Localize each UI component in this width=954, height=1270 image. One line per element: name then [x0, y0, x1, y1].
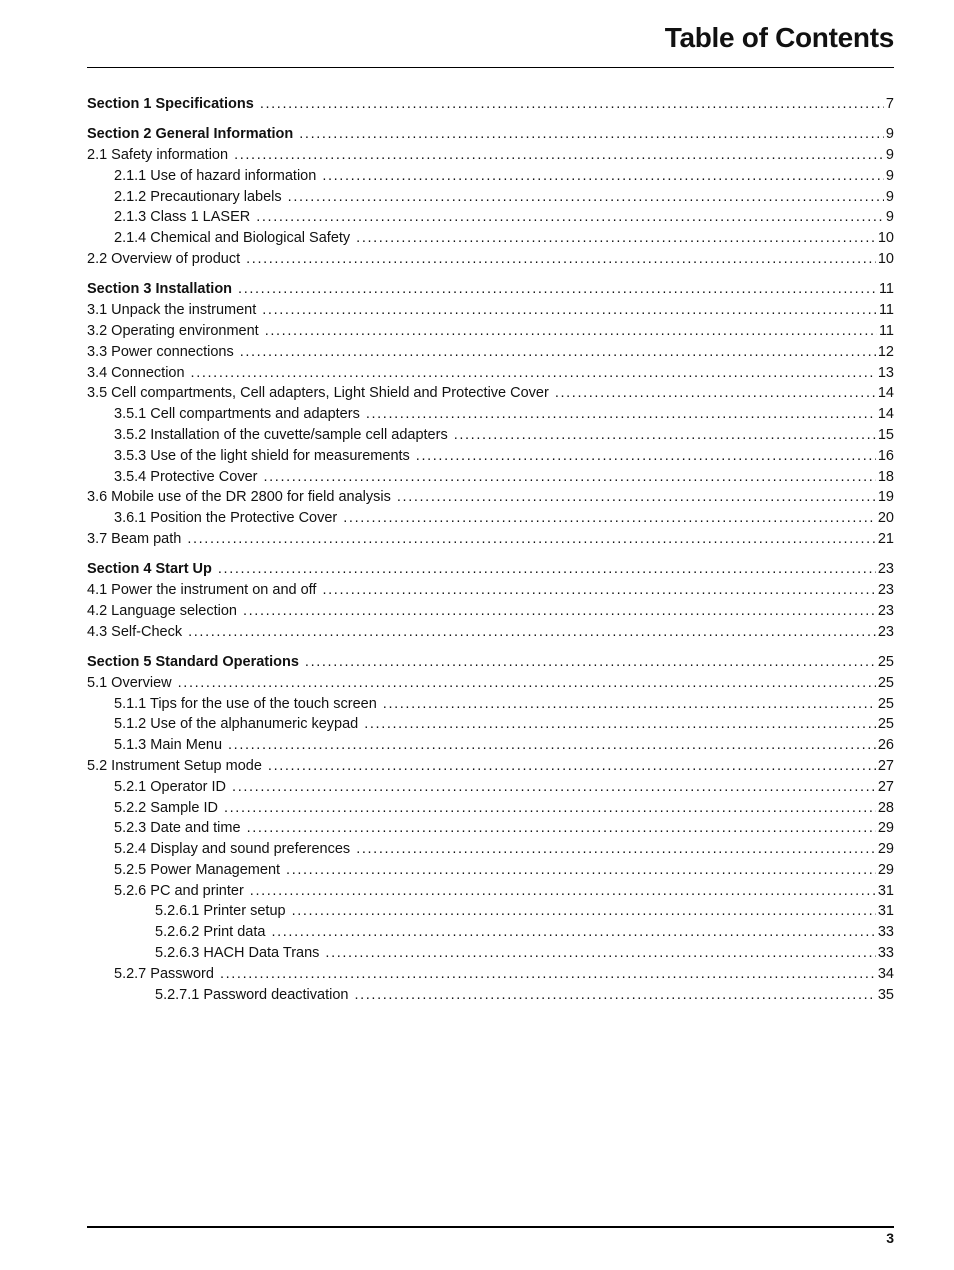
toc-entry-page: 31	[877, 903, 894, 920]
toc-entry[interactable]	[87, 922, 894, 943]
toc-entry-label: 3.5.1 Cell compartments and adapters	[114, 406, 360, 423]
toc-entry-page: 20	[877, 510, 894, 527]
dot-leader	[234, 145, 884, 166]
header-divider	[87, 67, 894, 68]
toc-entry-page: 27	[877, 778, 894, 795]
toc-entry-page: 9	[885, 167, 894, 184]
toc-entry[interactable]	[87, 467, 894, 488]
toc-entry[interactable]	[87, 985, 894, 1006]
footer-divider	[87, 1226, 894, 1228]
dot-leader	[260, 94, 884, 115]
toc-entry[interactable]	[87, 529, 894, 550]
toc-entry[interactable]	[87, 249, 894, 270]
toc-entry-label: 5.2.1 Operator ID	[114, 778, 227, 795]
toc-entry[interactable]	[87, 714, 894, 735]
toc-entry-page: 34	[877, 965, 894, 982]
toc-entry-page: 9	[885, 188, 894, 205]
toc-entry[interactable]	[87, 187, 894, 208]
dot-leader	[250, 881, 876, 902]
toc-entry-page: 25	[877, 674, 894, 691]
dot-leader	[268, 756, 876, 777]
toc-entry-label: 5.1 Overview	[87, 674, 172, 691]
toc-section-entry[interactable]	[87, 124, 894, 145]
toc-entry-page: 23	[877, 602, 894, 619]
toc-entry-label: 2.1.1 Use of hazard information	[114, 167, 317, 184]
toc-entry-label: 5.2.5 Power Management	[114, 861, 281, 878]
dot-leader	[356, 839, 876, 860]
toc-entry[interactable]	[87, 756, 894, 777]
toc-entry-label: 2.1.3 Class 1 LASER	[114, 209, 251, 226]
toc-entry-page: 29	[877, 820, 894, 837]
toc-entry[interactable]	[87, 580, 894, 601]
toc-entry[interactable]	[87, 383, 894, 404]
dot-leader	[454, 425, 876, 446]
toc-entry-page: 9	[885, 126, 894, 143]
toc-entry-label: 5.2.6.1 Printer setup	[155, 903, 286, 920]
toc-entry[interactable]	[87, 425, 894, 446]
toc-entry[interactable]	[87, 321, 894, 342]
toc-entry-page: 23	[877, 623, 894, 640]
toc-entry-page: 23	[877, 561, 894, 578]
dot-leader	[224, 798, 876, 819]
toc-entry-label: 2.1.2 Precautionary labels	[114, 188, 282, 205]
toc-entry[interactable]	[87, 839, 894, 860]
toc-entry-label: 5.2.2 Sample ID	[114, 799, 218, 816]
dot-leader	[187, 529, 876, 550]
dot-leader	[262, 300, 877, 321]
toc-entry[interactable]	[87, 487, 894, 508]
toc-entry-page: 35	[877, 986, 894, 1003]
toc-entry-label: 3.6 Mobile use of the DR 2800 for field analysis	[87, 489, 391, 506]
toc-entry-page: 27	[877, 757, 894, 774]
toc-entry-label: 3.3 Power connections	[87, 343, 234, 360]
toc-entry-label: Section 1 Specifications	[87, 96, 254, 112]
toc-entry-page: 29	[877, 841, 894, 858]
toc-entry-page: 11	[878, 302, 894, 319]
dot-leader	[228, 735, 876, 756]
dot-leader	[354, 985, 875, 1006]
toc-entry-page: 33	[877, 945, 894, 962]
toc-entry-page: 9	[885, 209, 894, 226]
toc-entry[interactable]	[87, 818, 894, 839]
toc-entry[interactable]	[87, 694, 894, 715]
toc-entry-label: 5.2.4 Display and sound preferences	[114, 841, 351, 858]
toc-entry-label: 5.1.3 Main Menu	[114, 737, 223, 754]
toc-entry-page: 25	[877, 716, 894, 733]
dot-leader	[299, 124, 884, 145]
toc-entry-label: 5.2.7.1 Password deactivation	[155, 986, 349, 1003]
toc-entry-page: 9	[885, 147, 894, 164]
toc-entry[interactable]	[87, 943, 894, 964]
dot-leader	[325, 943, 875, 964]
dot-leader	[256, 207, 884, 228]
toc-entry-label: Section 2 General Information	[87, 126, 294, 143]
toc-entry-label: 4.1 Power the instrument on and off	[87, 582, 317, 599]
toc-entry-label: 5.1.1 Tips for the use of the touch screen	[114, 695, 377, 712]
dot-leader	[356, 228, 876, 249]
dot-leader	[246, 249, 876, 270]
toc-section-entry[interactable]	[87, 94, 894, 115]
toc-entry-label: 3.1 Unpack the instrument	[87, 302, 257, 319]
toc-entry-label: 2.1 Safety information	[87, 147, 229, 164]
dot-leader	[555, 383, 876, 404]
dot-leader	[305, 652, 876, 673]
toc-entry-label: 4.3 Self-Check	[87, 623, 183, 640]
toc-entry[interactable]	[87, 860, 894, 881]
dot-leader	[247, 818, 876, 839]
toc-entry-page: 13	[877, 364, 894, 381]
dot-leader	[271, 922, 875, 943]
toc-entry-page: 19	[877, 489, 894, 506]
toc-entry-label: 5.2.7 Password	[114, 965, 214, 982]
toc-entry-page: 31	[877, 882, 894, 899]
toc-entry[interactable]	[87, 446, 894, 467]
toc-entry-page: 12	[877, 343, 894, 360]
dot-leader	[263, 467, 875, 488]
toc-entry-page: 18	[877, 468, 894, 485]
toc-entry[interactable]	[87, 673, 894, 694]
dot-leader	[191, 363, 876, 384]
toc-entry[interactable]	[87, 363, 894, 384]
toc-entry-page: 10	[877, 251, 894, 268]
toc-entry[interactable]	[87, 735, 894, 756]
dot-leader	[383, 694, 876, 715]
dot-leader	[366, 404, 876, 425]
toc-entry-label: 5.2.6.2 Print data	[155, 924, 266, 941]
toc-entry-label: 2.2 Overview of product	[87, 251, 241, 268]
dot-leader	[243, 601, 876, 622]
toc-entry-label: 2.1.4 Chemical and Biological Safety	[114, 230, 351, 247]
dot-leader	[397, 487, 876, 508]
page-number: 3	[886, 1230, 894, 1246]
toc-entry-page: 16	[877, 447, 894, 464]
dot-leader	[240, 342, 876, 363]
toc-entry-page: 21	[877, 530, 894, 547]
toc-entry[interactable]	[87, 342, 894, 363]
toc-entry[interactable]	[87, 145, 894, 166]
dot-leader	[322, 166, 884, 187]
toc-entry-page: 14	[877, 385, 894, 402]
toc-entry[interactable]	[87, 228, 894, 249]
dot-leader	[232, 777, 876, 798]
dot-leader	[288, 187, 884, 208]
toc-entry-page: 23	[877, 582, 894, 599]
toc-entry-page: 29	[877, 861, 894, 878]
dot-leader	[218, 559, 876, 580]
toc-entry-page: 10	[877, 230, 894, 247]
toc-entry[interactable]	[87, 964, 894, 985]
toc-entry-label: 3.5.4 Protective Cover	[114, 468, 258, 485]
toc-entry-label: 3.6.1 Position the Protective Cover	[114, 510, 338, 527]
toc-entry-label: 3.2 Operating environment	[87, 322, 259, 339]
toc-entry-page: 26	[877, 737, 894, 754]
dot-leader	[416, 446, 876, 467]
toc-entry-page: 7	[885, 96, 894, 112]
toc-entry-label: 5.2.3 Date and time	[114, 820, 241, 837]
toc-entry-label: 3.5 Cell compartments, Cell adapters, Light Shield and Protective Cover	[87, 385, 549, 402]
toc-entry-label: Section 5 Standard Operations	[87, 653, 299, 670]
toc-entry-label: 5.1.2 Use of the alphanumeric keypad	[114, 716, 359, 733]
dot-leader	[238, 279, 877, 300]
toc-entry[interactable]	[87, 622, 894, 643]
toc-section-entry[interactable]	[87, 652, 894, 673]
toc-entry[interactable]	[87, 207, 894, 228]
toc-entry[interactable]	[87, 404, 894, 425]
toc-entry-label: 5.2.6 PC and printer	[114, 882, 244, 899]
table-of-contents	[87, 94, 894, 1005]
toc-entry[interactable]	[87, 881, 894, 902]
toc-entry-page: 11	[878, 281, 894, 298]
toc-entry-page: 25	[877, 695, 894, 712]
toc-entry-label: 4.2 Language selection	[87, 602, 237, 619]
toc-entry-label: Section 3 Installation	[87, 281, 233, 298]
toc-entry[interactable]	[87, 166, 894, 187]
toc-entry-label: 3.5.2 Installation of the cuvette/sample cell adapters	[114, 426, 448, 443]
dot-leader	[286, 860, 876, 881]
dot-leader	[292, 901, 876, 922]
toc-entry-label: 5.2 Instrument Setup mode	[87, 757, 262, 774]
toc-entry-page: 33	[877, 924, 894, 941]
dot-leader	[188, 622, 876, 643]
toc-entry-label: Section 4 Start Up	[87, 561, 212, 578]
toc-entry-page: 11	[878, 322, 894, 339]
dot-leader	[265, 321, 877, 342]
dot-leader	[220, 964, 876, 985]
toc-entry[interactable]	[87, 777, 894, 798]
dot-leader	[322, 580, 875, 601]
dot-leader	[364, 714, 876, 735]
toc-entry-label: 3.7 Beam path	[87, 530, 182, 547]
toc-entry[interactable]	[87, 601, 894, 622]
toc-entry-page: 14	[877, 406, 894, 423]
toc-entry[interactable]	[87, 798, 894, 819]
dot-leader	[343, 508, 876, 529]
toc-entry[interactable]	[87, 901, 894, 922]
dot-leader	[178, 673, 876, 694]
toc-entry-label: 3.5.3 Use of the light shield for measurements	[114, 447, 410, 464]
toc-entry-page: 15	[877, 426, 894, 443]
toc-entry[interactable]	[87, 300, 894, 321]
toc-entry-page: 28	[877, 799, 894, 816]
toc-section-entry[interactable]	[87, 279, 894, 300]
toc-entry-page: 25	[877, 653, 894, 670]
toc-entry[interactable]	[87, 508, 894, 529]
page-title: Table of Contents	[664, 22, 894, 53]
toc-entry-label: 3.4 Connection	[87, 364, 185, 381]
toc-section-entry[interactable]	[87, 559, 894, 580]
toc-entry-label: 5.2.6.3 HACH Data Trans	[155, 945, 320, 962]
